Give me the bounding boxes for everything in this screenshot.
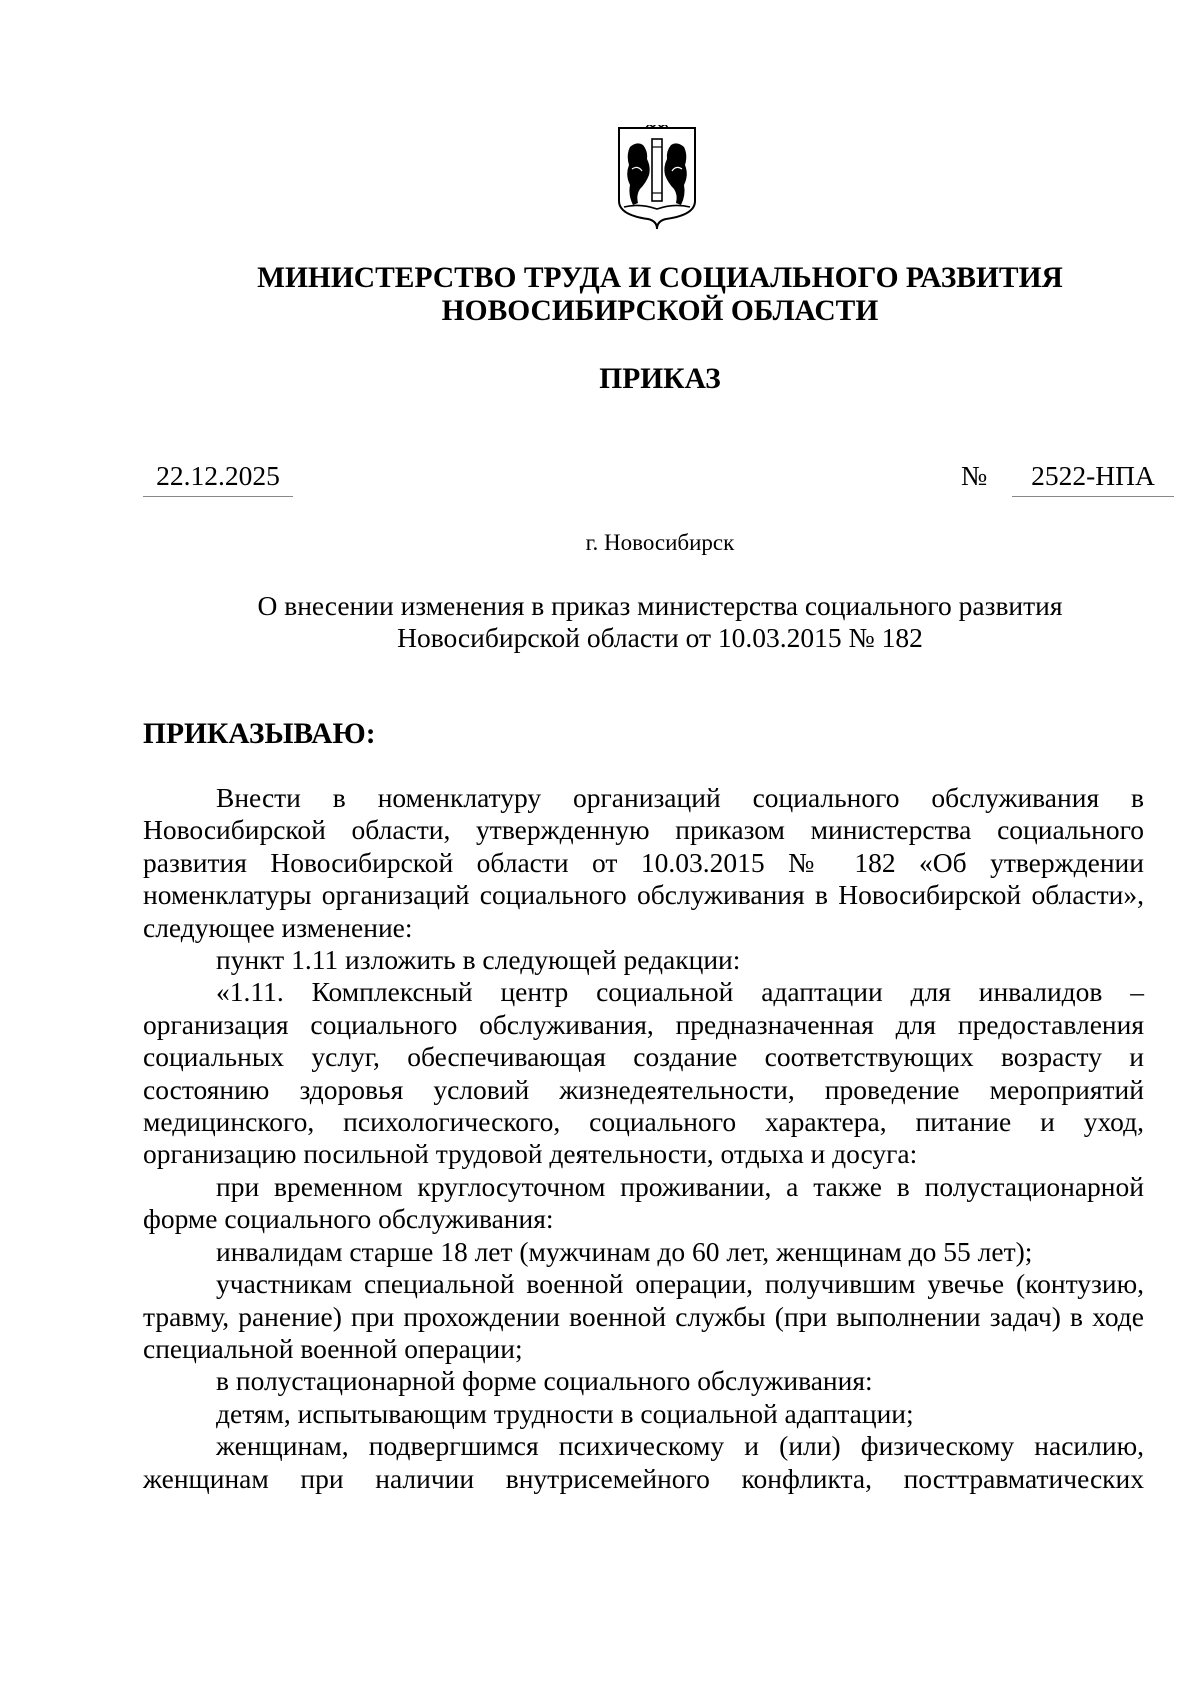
decree-heading: ПРИКАЗЫВАЮ: (143, 718, 376, 750)
body-paragraph: Внести в номенклатуру организаций социального обслуживания в Новосибирской области, утвержденную приказом министерства социального развития Новосибирской области от 10.03.2015 № 182 «Об утверждении номенклатуры организаций социального обслуживания в Новосибирской области», следующее изменение: (143, 782, 1144, 943)
coat-of-arms-icon (616, 125, 698, 231)
ministry-name-line1: МИНИСТЕРСТВО ТРУДА И СОЦИАЛЬНОГО РАЗВИТИЯ (257, 262, 1063, 294)
body-paragraph: пункт 1.11 изложить в следующей редакции: (216, 944, 741, 976)
order-subject-line2: Новосибирской области от 10.03.2015 № 182 (397, 622, 923, 653)
order-date: 22.12.2025 (156, 460, 280, 491)
body-paragraph: «1.11. Комплексный центр социальной адаптации для инвалидов – организация социального обслуживания, предназначенная для предоставления социальных услуг, обеспечивающая создание соответствующих возрасту и состоянию здоровья условий жизнедеятельности, проведение мероприятий медицинского, психологического, социального характера, питание и уход, организацию посильной трудовой деятельности, отдыха и досуга: (143, 976, 1144, 1170)
ministry-name (140, 262, 1180, 328)
order-title: ПРИКАЗ (599, 363, 721, 395)
body-paragraph: инвалидам старше 18 лет (мужчинам до 60 лет, женщинам до 55 лет); (216, 1235, 1033, 1267)
order-body (143, 782, 1144, 1495)
order-number: 2522-НПА (1031, 460, 1155, 491)
number-sign: № (961, 460, 988, 491)
city-name: г. Новосибирск (585, 530, 735, 555)
ministry-name-line2: НОВОСИБИРСКОЙ ОБЛАСТИ (441, 295, 879, 327)
number-underline (1012, 496, 1174, 497)
order-subject-line1: О внесении изменения в приказ министерства социального развития (257, 590, 1063, 621)
body-paragraph: при временном круглосуточном проживании, а также в полустационарной форме социального обслуживания: (143, 1170, 1144, 1235)
body-paragraph: женщинам, подвергшимся психическому и (или) физическому насилию, женщинам при наличии внутрисемейного конфликта, посттравматических (143, 1430, 1144, 1494)
order-subject (140, 590, 1180, 654)
body-paragraph: в полустационарной форме социального обслуживания: (216, 1365, 873, 1397)
body-paragraph: участникам специальной военной операции, получившим увечье (контузию, травму, ранение) при прохождении военной службы (при выполнении задач) в ходе специальной военной операции; (143, 1268, 1144, 1364)
date-underline (143, 496, 293, 497)
body-paragraph: детям, испытывающим трудности в социальной адаптации; (216, 1397, 914, 1429)
